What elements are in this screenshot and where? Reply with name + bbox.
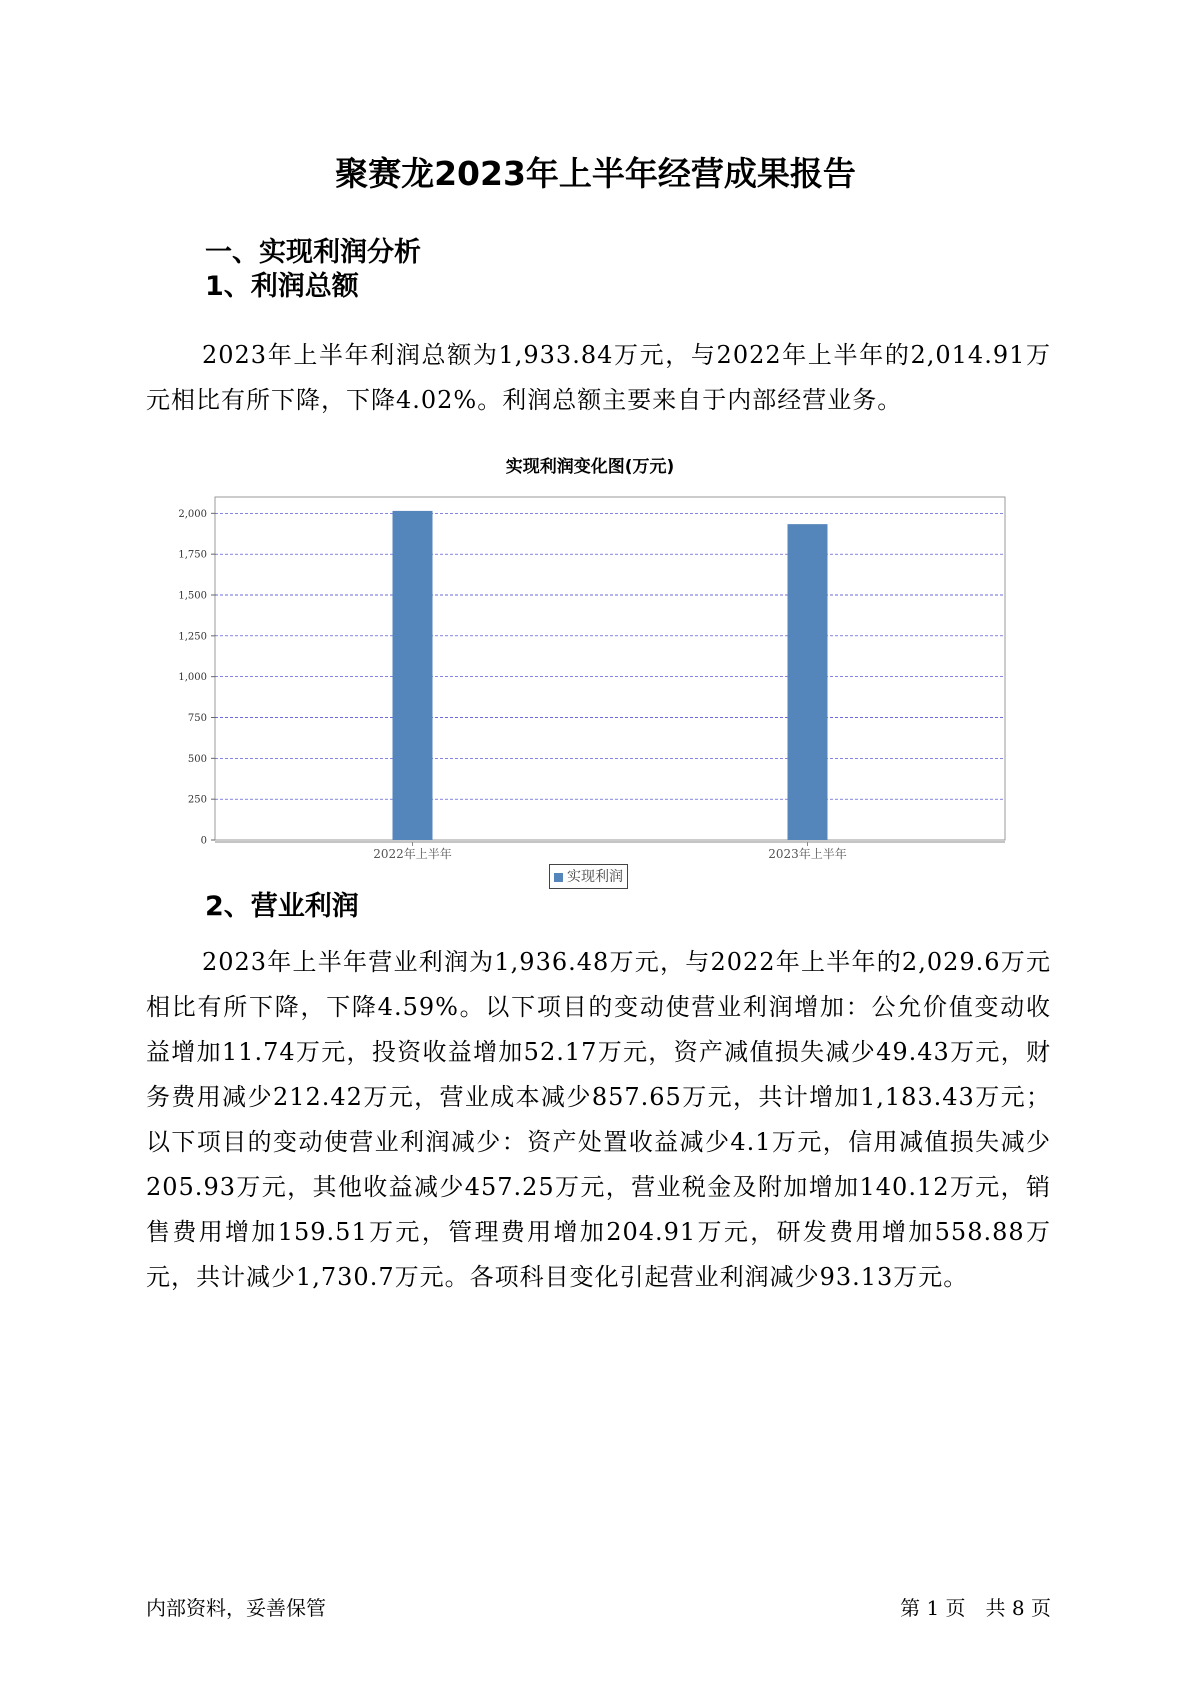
- y-tick-label: 750: [187, 713, 207, 724]
- operating-profit-paragraph: 2023年上半年营业利润为1,936.48万元，与2022年上半年的2,029.6万元相比有所下降，下降4.59%。以下项目的变动使营业利润增加：公允价值变动收益增加11.74万元，投资收益增加52.17万元，资产减值损失减少49.43万元，财务费用减少212.42万元，营业成本减少857.65万元，共计增加1,183.43万元；以下项目的变动使营业利润减少：资产处置收益减少4.1万元，信用减值损失减少205.93万元，其他收益减少457.25万元，营业税金及附加增加140.12万元，销售费用增加159.51万元，管理费用增加204.91万元，研发费用增加558.88万元，共计减少1,730.7万元。各项科目变化引起营业利润减少93.13万元。: [146, 948, 1051, 1291]
- x-tick-label: 2023年上半年: [768, 847, 847, 861]
- x-tick-label: 2022年上半年: [373, 847, 452, 861]
- y-tick-label: 0: [200, 835, 207, 847]
- subsection-heading-total-profit: 1、利润总额: [205, 271, 359, 302]
- profit-bar-chart: [150, 452, 1030, 922]
- y-tick-label: 2,000: [178, 508, 207, 520]
- chart-title: 实现利润变化图(万元): [505, 457, 675, 477]
- footer-confidential-note: 内部资料，妥善保管: [146, 1596, 326, 1620]
- section-heading-profit-analysis: 一、实现利润分析: [205, 237, 421, 268]
- y-tick-label: 1,750: [178, 549, 207, 561]
- total-profit-paragraph: 2023年上半年利润总额为1,933.84万元，与2022年上半年的2,014.91万元相比有所下降，下降4.02%。利润总额主要来自于内部经营业务。: [146, 341, 1051, 414]
- page-title: 聚赛龙2023年上半年经营成果报告: [335, 154, 856, 193]
- y-tick-label: 500: [187, 753, 207, 765]
- bar-0: [393, 511, 433, 840]
- footer-page-number: 第 1 页 共 8 页: [900, 1596, 1051, 1620]
- chart-legend: [549, 864, 628, 889]
- legend-swatch: [554, 873, 563, 882]
- y-tick-label: 1,000: [178, 672, 207, 684]
- y-tick-label: 250: [187, 794, 207, 806]
- legend-label: 实现利润: [567, 869, 623, 885]
- subsection-heading-operating-profit: 2、营业利润: [205, 891, 359, 922]
- bar-1: [788, 524, 828, 840]
- y-tick-label: 1,250: [178, 631, 207, 643]
- y-tick-label: 1,500: [178, 590, 207, 602]
- plot-area: [215, 497, 1005, 840]
- chart-plot: [150, 452, 1030, 862]
